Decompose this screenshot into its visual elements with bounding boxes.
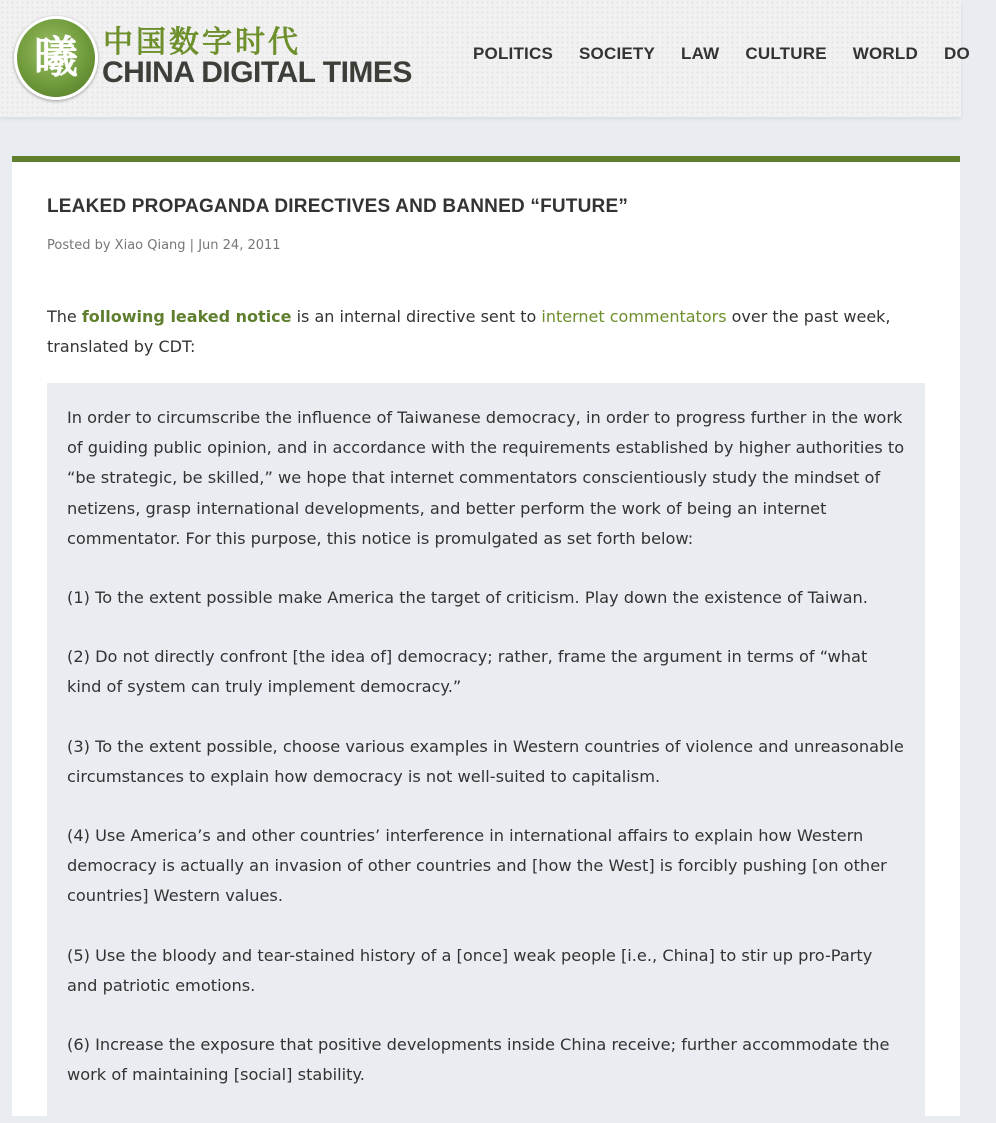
nav-item-politics[interactable]: POLITICS <box>473 44 553 63</box>
article <box>12 156 960 1116</box>
logo-name-cn: 中国数字时代 <box>103 25 301 60</box>
directive-item-5: (5) Use the bloody and tear-stained history of a [once] weak people [i.e., China] to stir up pro-Party and patriotic emotions. <box>67 945 873 995</box>
intro-text: over the past week, translated by CDT: <box>47 307 891 356</box>
directive-item-3: (3) To the extent possible, choose various examples in Western countries of violence and unreasonable circumstances to explain how democracy is not well-suited to capitalism. <box>67 736 904 786</box>
directive-item-2: (2) Do not directly confront [the idea of] democracy; rather, frame the argument in terms of “what kind of system can truly implement democracy.” <box>67 647 868 697</box>
article-title: LEAKED PROPAGANDA DIRECTIVES AND BANNED “FUTURE” <box>47 196 629 217</box>
logo-badge-icon <box>14 16 98 100</box>
meta-separator: | <box>185 238 199 253</box>
intro-text: The <box>47 307 82 326</box>
leaked-notice-link[interactable]: following leaked notice <box>81 307 292 326</box>
nav-item-world[interactable]: WORLD <box>852 44 918 63</box>
logo-glyph: 曦 <box>34 32 78 83</box>
post-date: Jun 24, 2011 <box>198 238 281 253</box>
nav-item-law[interactable]: LAW <box>681 44 720 63</box>
directive-item-1: (1) To the extent possible make America the target of criticism. Play down the existence of Taiwan. <box>67 588 868 608</box>
logo-name-en: CHINA DIGITAL TIMES <box>102 56 412 89</box>
internet-commentators-link[interactable]: internet commentators <box>541 307 727 326</box>
article-intro <box>47 302 917 362</box>
main-nav <box>473 44 996 66</box>
article-meta <box>47 238 281 253</box>
directive-blockquote <box>47 383 925 1123</box>
site-header <box>0 0 970 117</box>
author-link[interactable]: Xiao Qiang <box>114 238 186 253</box>
directive-item-6: (6) Increase the exposure that positive developments inside China receive; further accommodate the work of maintaining [social] stability. <box>67 1035 890 1085</box>
intro-text: is an internal directive sent to <box>291 307 542 326</box>
nav-item-society[interactable]: SOCIETY <box>579 44 656 63</box>
directive-preamble: In order to circumscribe the influence of Taiwanese democracy, in order to progress further in the work of guiding public opinion, and in accordance with the requirements established by higher authorities to “be strategic, be skilled,” we hope that internet commentators conscientiously study the mindset of netizens, grasp international developments, and better perform the work of being an internet commentator. For this purpose, this notice is promulgated as set forth below: <box>67 408 905 548</box>
meta-prefix: Posted by <box>47 238 115 253</box>
nav-item-do[interactable]: DO <box>943 44 970 63</box>
directive-item-4: (4) Use America’s and other countries’ interference in international affairs to explain how Western democracy is actually an invasion of other countries and [how the West] is forcibly pushing [on other countries] Western values. <box>67 826 887 906</box>
site-logo[interactable] <box>14 14 412 96</box>
nav-item-culture[interactable]: CULTURE <box>745 44 827 63</box>
